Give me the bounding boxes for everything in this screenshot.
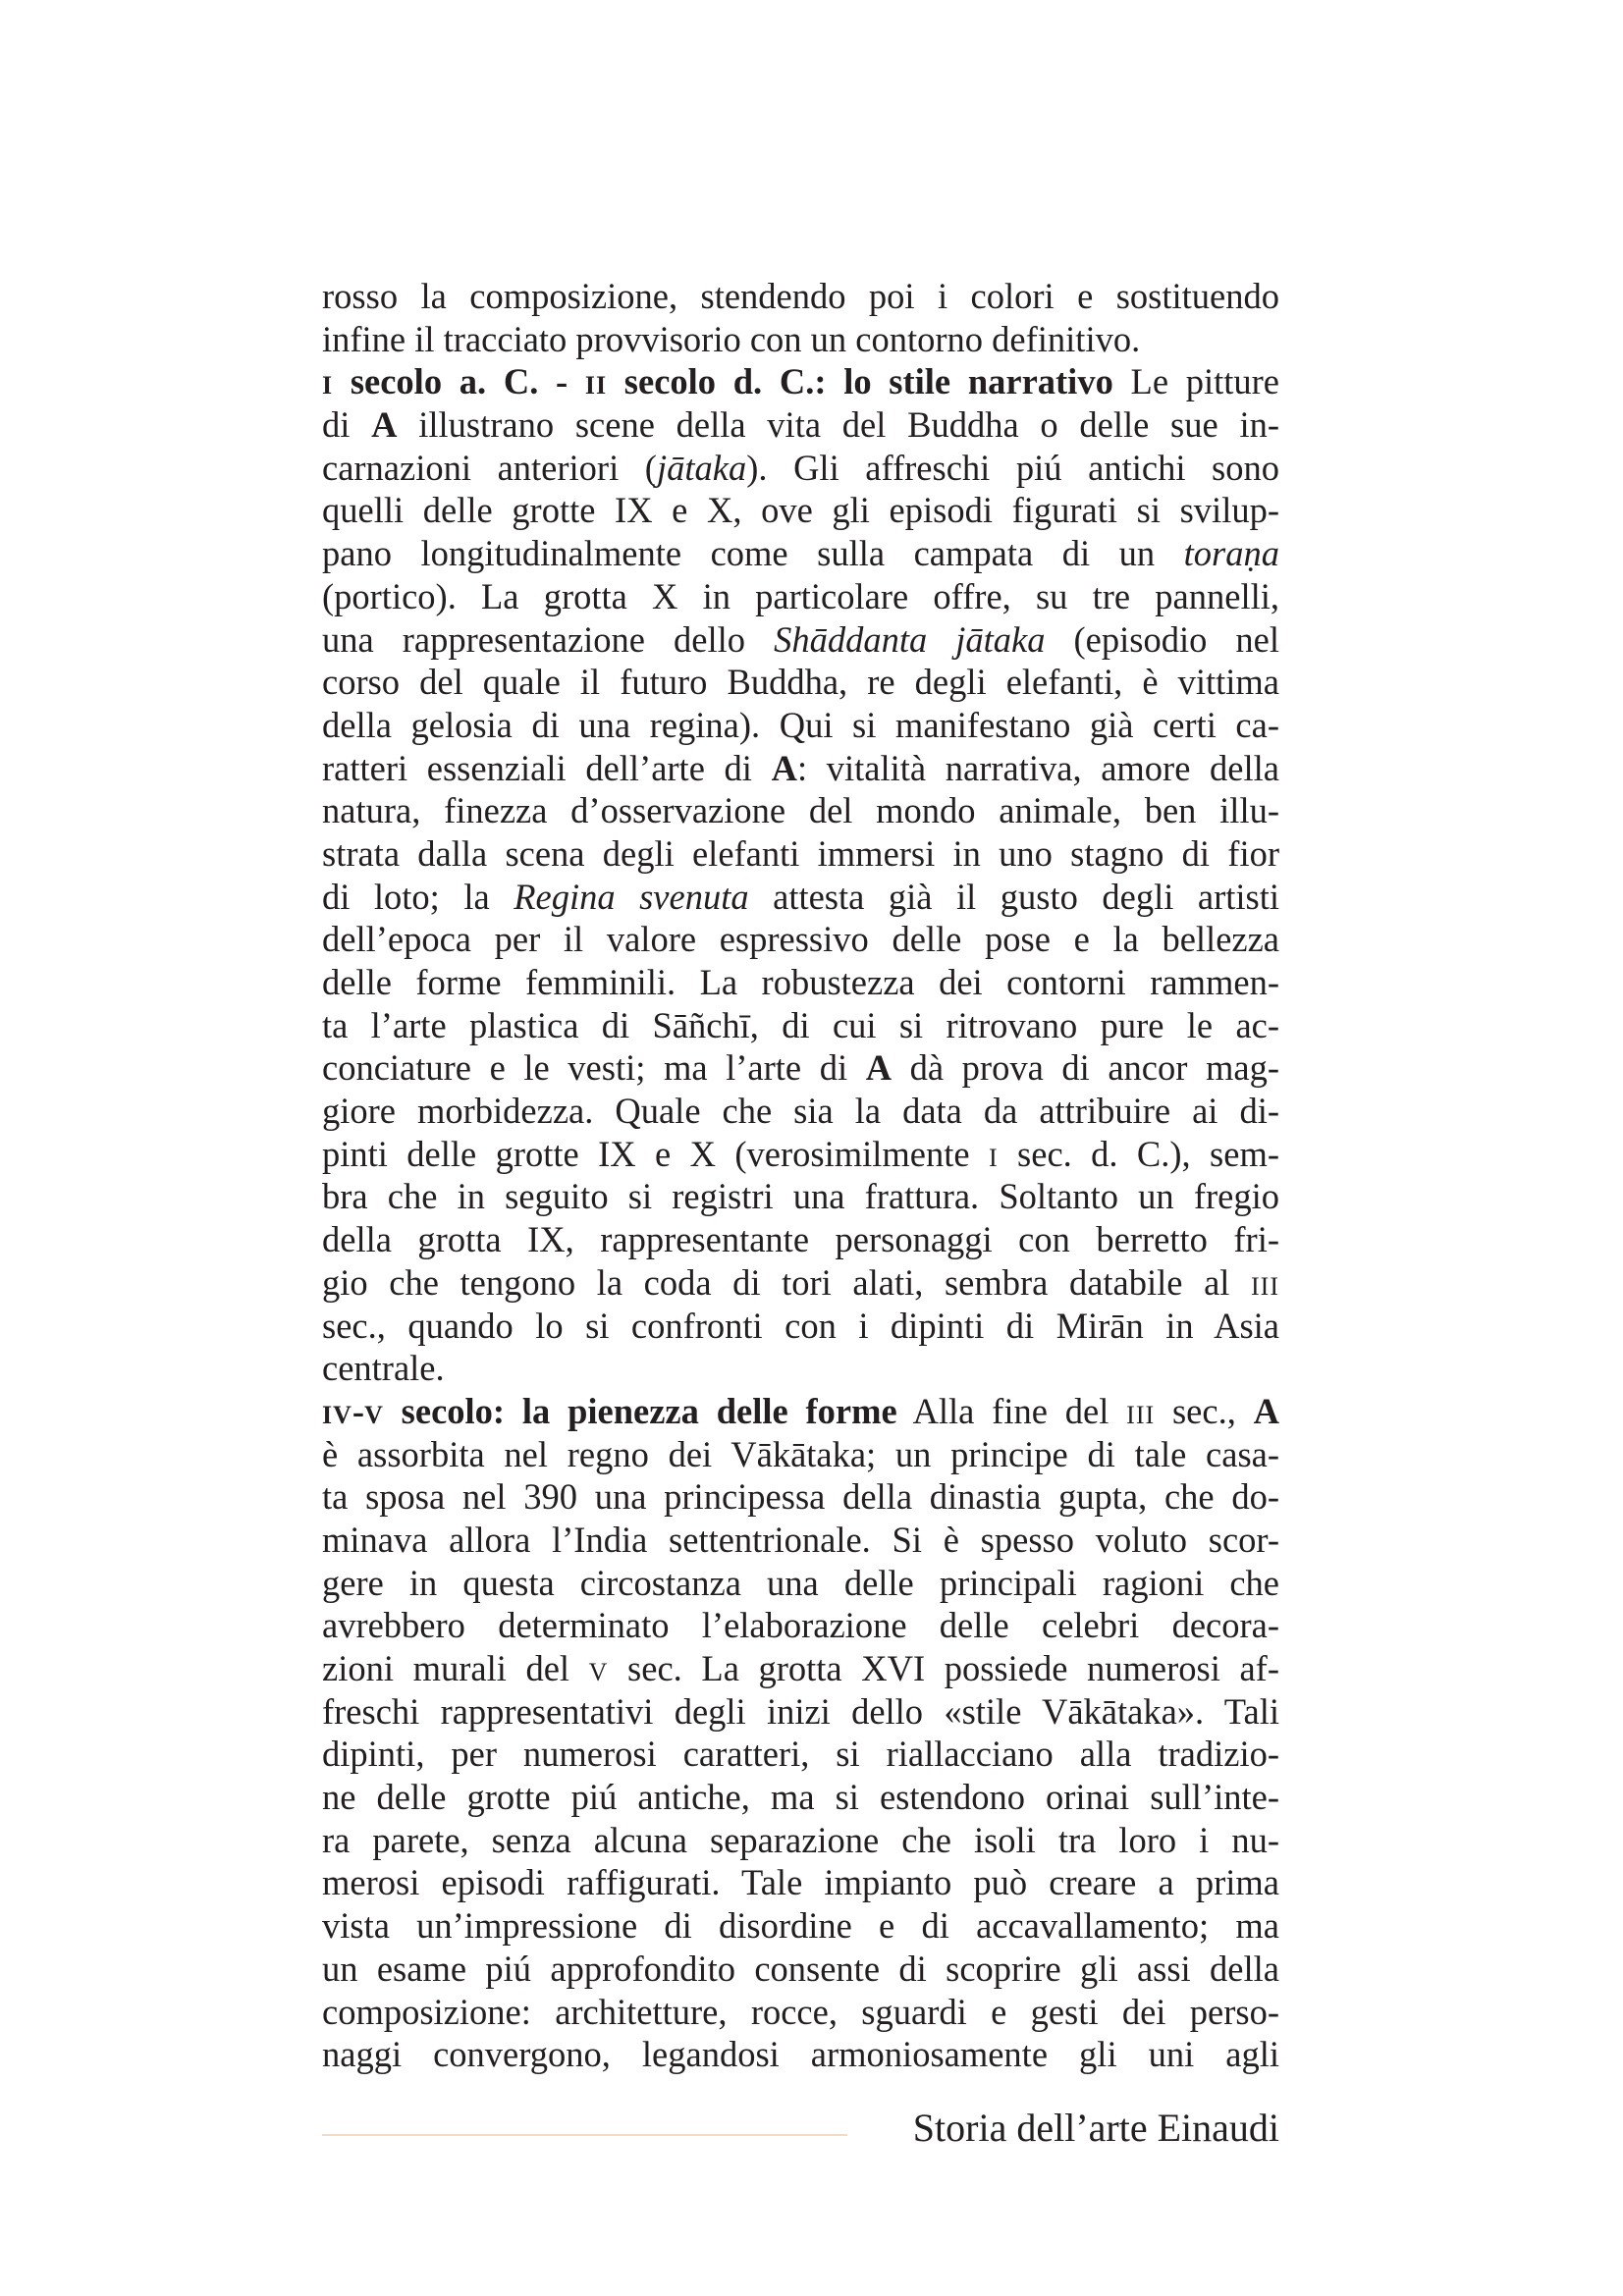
text-line: composizione: architetture, rocce, sguardi e gesti dei perso- [322, 1991, 1279, 2032]
text-line: zioni murali del V sec. La grotta XVI possiede numerosi af- [322, 1648, 1279, 1688]
text-line: della gelosia di una regina). Qui si manifestano già certi ca- [322, 704, 1279, 745]
text-line: delle forme femminili. La robustezza dei contorni rammen- [322, 962, 1279, 1002]
roman-numeral: I [322, 371, 334, 400]
footer-rule [322, 2134, 847, 2136]
text-line: ta l’arte plastica di Sāñchī, di cui si ritrovano pure le ac- [322, 1004, 1279, 1045]
text-line: naggi convergono, legandosi armoniosamente gli uni agli [322, 2034, 1279, 2075]
text-line: pano longitudinalmente come sulla campata di un toraṇa [322, 533, 1279, 574]
text-line: (portico). La grotta X in particolare offre, su tre pannelli, [322, 575, 1279, 616]
text-line: ne delle grotte piú antiche, ma si estendono orinai sull’inte- [322, 1777, 1279, 1818]
roman-numeral: II [584, 371, 608, 400]
section-heading-line: I secolo a. C. - II secolo d. C.: lo stile narrativo Le pitture [322, 361, 1279, 402]
text-line: dipinti, per numerosi caratteri, si riallacciano alla tradizio- [322, 1734, 1279, 1775]
roman-numeral: V [364, 1400, 384, 1429]
roman-numeral: V [588, 1658, 609, 1686]
text-line: di A illustrano scene della vita del Buddha o delle sue in- [322, 404, 1279, 446]
section-heading: secolo: la pienezza delle forme [383, 1390, 897, 1431]
text-line: bra che in seguito si registri una frattura. Soltanto un fregio [322, 1176, 1279, 1217]
text-line: natura, finezza d’osservazione del mondo animale, ben illu- [322, 790, 1279, 831]
text-line: carnazioni anteriori (jātaka). Gli affreschi piú antichi sono [322, 447, 1280, 488]
text-line: centrale. [322, 1348, 445, 1389]
text-line: ra parete, senza alcuna separazione che isoli tra loro i nu- [322, 1819, 1279, 1860]
text-line: giore morbidezza. Quale che sia la data da attribuire ai di- [322, 1091, 1279, 1132]
text-line: pinti delle grotte IX e X (verosimilmente I sec. d. C.), sem- [322, 1133, 1280, 1174]
entry-abbreviation: A [865, 1047, 893, 1089]
section-heading: secolo d. C.: lo stile narrativo [607, 361, 1113, 402]
entry-abbreviation: A [371, 404, 398, 446]
section-heading-line: IV-V secolo: la pienezza delle forme Alla fine del III sec., A [322, 1390, 1279, 1431]
text-line: vista un’impressione di disordine e di accavallamento; ma [322, 1905, 1279, 1947]
text-line: quelli delle grotte IX e X, ove gli episodi figurati si svilup- [322, 490, 1279, 531]
entry-abbreviation: A [771, 747, 797, 788]
text-line: è assorbita nel regno dei Vākātaka; un principe di tale casa- [322, 1433, 1279, 1474]
text-line: di loto; la Regina svenuta attesta già il gusto degli artisti [322, 876, 1279, 917]
text-line: della grotta IX, rappresentante personaggi con berretto fri- [322, 1219, 1279, 1260]
text-line: gio che tengono la coda di tori alati, sembra databile al III [322, 1261, 1279, 1303]
text-line: conciature e le vesti; ma l’arte di A dà prova di ancor mag- [322, 1047, 1279, 1089]
body-text [322, 275, 1279, 2076]
text-line: minava allora l’India settentrionale. Si è spesso voluto scor- [322, 1519, 1279, 1560]
text-line: strata dalla scena degli elefanti immersi in uno stagno di fior [322, 832, 1279, 874]
page-footer [322, 2099, 1279, 2158]
text-line: un esame piú approfondito consente di scoprire gli assi della [322, 1948, 1279, 1989]
text-line: corso del quale il futuro Buddha, re degli elefanti, è vittima [322, 662, 1279, 703]
roman-numeral: I [988, 1143, 999, 1172]
text-line: gere in questa circostanza una delle principali ragioni che [322, 1562, 1279, 1603]
roman-numeral: III [1251, 1271, 1279, 1301]
text-line: ratteri essenziali dell’arte di A: vitalità narrativa, amore della [322, 747, 1279, 788]
footer-title: Storia dell’arte Einaudi [912, 2106, 1279, 2150]
text-line: freschi rappresentativi degli inizi dello «stile Vākātaka». Tali [322, 1690, 1279, 1732]
text-line: rosso la composizione, stendendo poi i colori e sostituendo [322, 276, 1279, 316]
text-line: merosi episodi raffigurati. Tale impianto può creare a prima [322, 1862, 1279, 1903]
entry-abbreviation: A [1253, 1390, 1279, 1431]
text-line: sec., quando lo si confronti con i dipinti di Mirān in Asia [322, 1305, 1279, 1346]
text-line: infine il tracciato provvisorio con un contorno definitivo. [322, 318, 1141, 359]
text-line: dell’epoca per il valore espressivo delle pose e la bellezza [322, 919, 1279, 960]
text-line: avrebbero determinato l’elaborazione delle celebri decora- [322, 1605, 1279, 1646]
text-line: una rappresentazione dello Shāddanta jātaka (episodio nel [322, 618, 1280, 660]
roman-numeral: III [1126, 1400, 1156, 1429]
roman-numeral: IV [322, 1400, 352, 1429]
section-heading: secolo a. C. - [333, 361, 585, 402]
text-line: ta sposa nel 390 una principessa della dinastia gupta, che do- [322, 1476, 1279, 1518]
